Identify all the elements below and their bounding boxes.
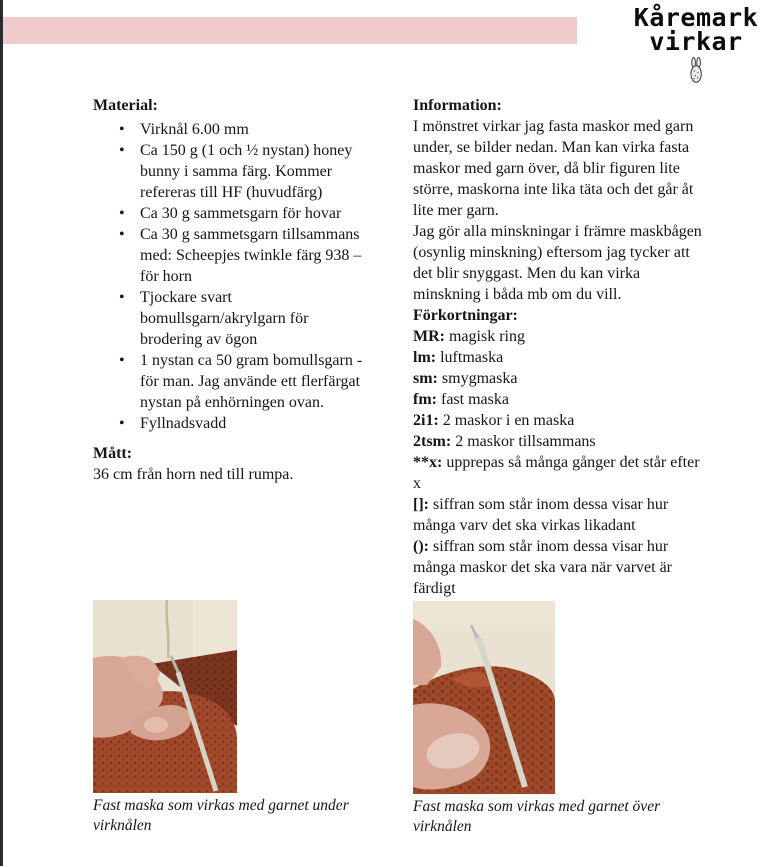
figure-caption: Fast maska som virkas med garnet under virknålen	[93, 797, 349, 834]
abbreviation-definition: siffran som står inom dessa visar hur många maskor det ska vara när varvet är färdigt	[413, 538, 672, 597]
figure-yarn-over	[413, 601, 675, 837]
left-column	[93, 95, 371, 485]
figure-caption: Fast maska som virkas med garnet över virknålen	[413, 798, 661, 835]
photo-crochet-yarn-under	[93, 600, 237, 793]
page-left-border	[0, 0, 3, 866]
abbreviation-term: ():	[413, 538, 429, 555]
material-heading: Material:	[93, 97, 158, 114]
brand-logo	[618, 3, 774, 84]
material-item: • Ca 30 g sammetsgarn för hovar	[140, 203, 371, 224]
abbreviation-term: MR:	[413, 328, 445, 345]
information-heading: Information:	[413, 97, 502, 114]
abbreviation-row	[413, 431, 703, 452]
abbreviation-term: 2i1:	[413, 412, 439, 429]
abbreviation-definition: magisk ring	[448, 328, 525, 345]
abbreviation-term: []:	[413, 496, 429, 513]
abbreviation-row	[413, 410, 703, 431]
information-paragraph-1: I mönstret virkar jag fasta maskor med garn under, se bilder nedan. Man kan virka fasta maskor med garn över, då blir figuren lite större, maskorna inte lika täta och det går åt lite mer garn.	[413, 118, 694, 219]
material-item: • Virknål 6.00 mm	[140, 119, 371, 140]
abbreviation-definition: upprepas så många gånger det står efter x	[413, 454, 700, 492]
abbreviation-row	[413, 326, 703, 347]
abbreviation-row	[413, 536, 703, 599]
figure-yarn-under	[93, 600, 355, 836]
header-accent-bar	[3, 17, 577, 44]
abbreviation-term: 2tsm:	[413, 433, 452, 450]
material-list	[93, 119, 371, 434]
abbreviation-term: fm:	[413, 391, 437, 408]
abbreviation-definition: siffran som står inom dessa visar hur många varv det ska virkas likadant	[413, 496, 669, 534]
information-paragraph-2: Jag gör alla minskningar i främre maskbågen (osynlig minskning) eftersom jag tycker att det blir snyggast. Men du kan virka minskning i båda mb om du vill.	[413, 223, 702, 303]
abbreviation-definition: fast maska	[440, 391, 509, 408]
matt-heading: Mått:	[93, 445, 133, 462]
material-item: • Tjockare svart bomullsgarn/akrylgarn för brodering av ögon	[140, 287, 371, 350]
material-item: • Ca 30 g sammetsgarn tillsammans med: Scheepjes twinkle färg 938 – för horn	[140, 224, 371, 287]
abbreviation-row	[413, 494, 703, 536]
abbreviation-definition: smygmaska	[441, 370, 518, 387]
material-item: • Fyllnadsvadd	[140, 413, 371, 434]
abbreviation-definition: 2 maskor i en maska	[442, 412, 575, 429]
logo-text-line1: Kåremark	[633, 3, 759, 32]
abbreviations-list	[413, 326, 703, 599]
logo-text-line2: virkar	[649, 27, 743, 56]
abbreviation-row	[413, 389, 703, 410]
abbreviations-heading: Förkortningar:	[413, 307, 518, 324]
photo-crochet-yarn-over	[413, 601, 555, 794]
abbreviation-definition: luftmaska	[440, 349, 504, 366]
material-item: • 1 nystan ca 50 gram bomullsgarn - för man. Jag använde ett flerfärgat nystan på enhörningen ovan.	[140, 350, 371, 413]
abbreviation-term: sm:	[413, 370, 438, 387]
right-column	[413, 95, 703, 599]
abbreviation-term: lm:	[413, 349, 437, 366]
abbreviation-term: **x:	[413, 454, 443, 471]
abbreviation-definition: 2 maskor tillsammans	[455, 433, 596, 450]
material-item: • Ca 150 g (1 och ½ nystan) honey bunny i samma färg. Kommer refereras till HF (huvudfärg)	[140, 140, 371, 203]
abbreviation-row	[413, 368, 703, 389]
matt-text: 36 cm från horn ned till rumpa.	[93, 466, 294, 483]
bunny-icon	[688, 57, 704, 84]
abbreviation-row	[413, 347, 703, 368]
abbreviation-row	[413, 452, 703, 494]
